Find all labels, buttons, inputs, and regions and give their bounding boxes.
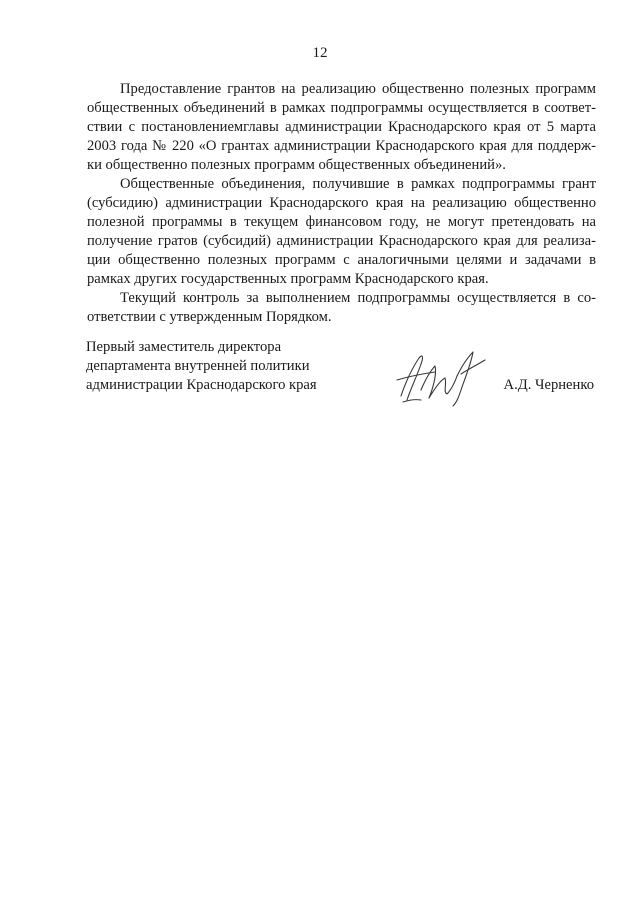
paragraph-control: [87, 289, 596, 327]
paragraph-grants: [87, 80, 596, 175]
paragraph-line: получение гратов (субсидий) администрации Краснодарского края для реализа-: [87, 233, 596, 249]
document-body: [87, 80, 596, 327]
signer-title-line: Первый заместитель директора: [86, 339, 282, 355]
signature-block: [86, 338, 606, 418]
paragraph-line: рамках других государственных программ Краснодарского края.: [87, 271, 489, 287]
paragraph-line: Текущий контроль за выполнением подпрограммы осуществляется в со-: [120, 290, 596, 306]
paragraph-line: ствии с постановлениемглавы администрации Краснодарского края от 5 марта: [87, 119, 596, 135]
paragraph-restrictions: [87, 175, 596, 289]
paragraph-line: ции общественно полезных программ с аналогичными целями и задачами в: [87, 252, 596, 268]
paragraph-line: общественных объединений в рамках подпрограммы осуществляется в соответ-: [87, 100, 596, 116]
paragraph-line: Предоставление грантов на реализацию общественно полезных программ: [120, 81, 596, 97]
paragraph-line: ки общественно полезных программ общественных объединений».: [87, 157, 506, 173]
page-number: 12: [312, 45, 328, 61]
signer-title-line: департамента внутренней политики: [86, 358, 310, 374]
signer-title: [86, 338, 317, 395]
paragraph-line: 2003 года № 220 «О грантах администрации Краснодарского края для поддерж-: [87, 138, 596, 154]
paragraph-line: Общественные объединения, получившие в рамках подпрограммы грант: [120, 176, 596, 192]
paragraph-line: ответствии с утвержденным Порядком.: [87, 309, 332, 325]
paragraph-line: полезной программы в текущем финансовом году, не могут претендовать на: [87, 214, 596, 230]
signer-title-line: администрации Краснодарского края: [86, 377, 317, 393]
signer-name: А.Д. Черненко: [503, 377, 594, 393]
handwritten-signature: [391, 344, 501, 408]
paragraph-line: (субсидию) администрации Краснодарского края на реализацию общественно: [87, 195, 596, 211]
